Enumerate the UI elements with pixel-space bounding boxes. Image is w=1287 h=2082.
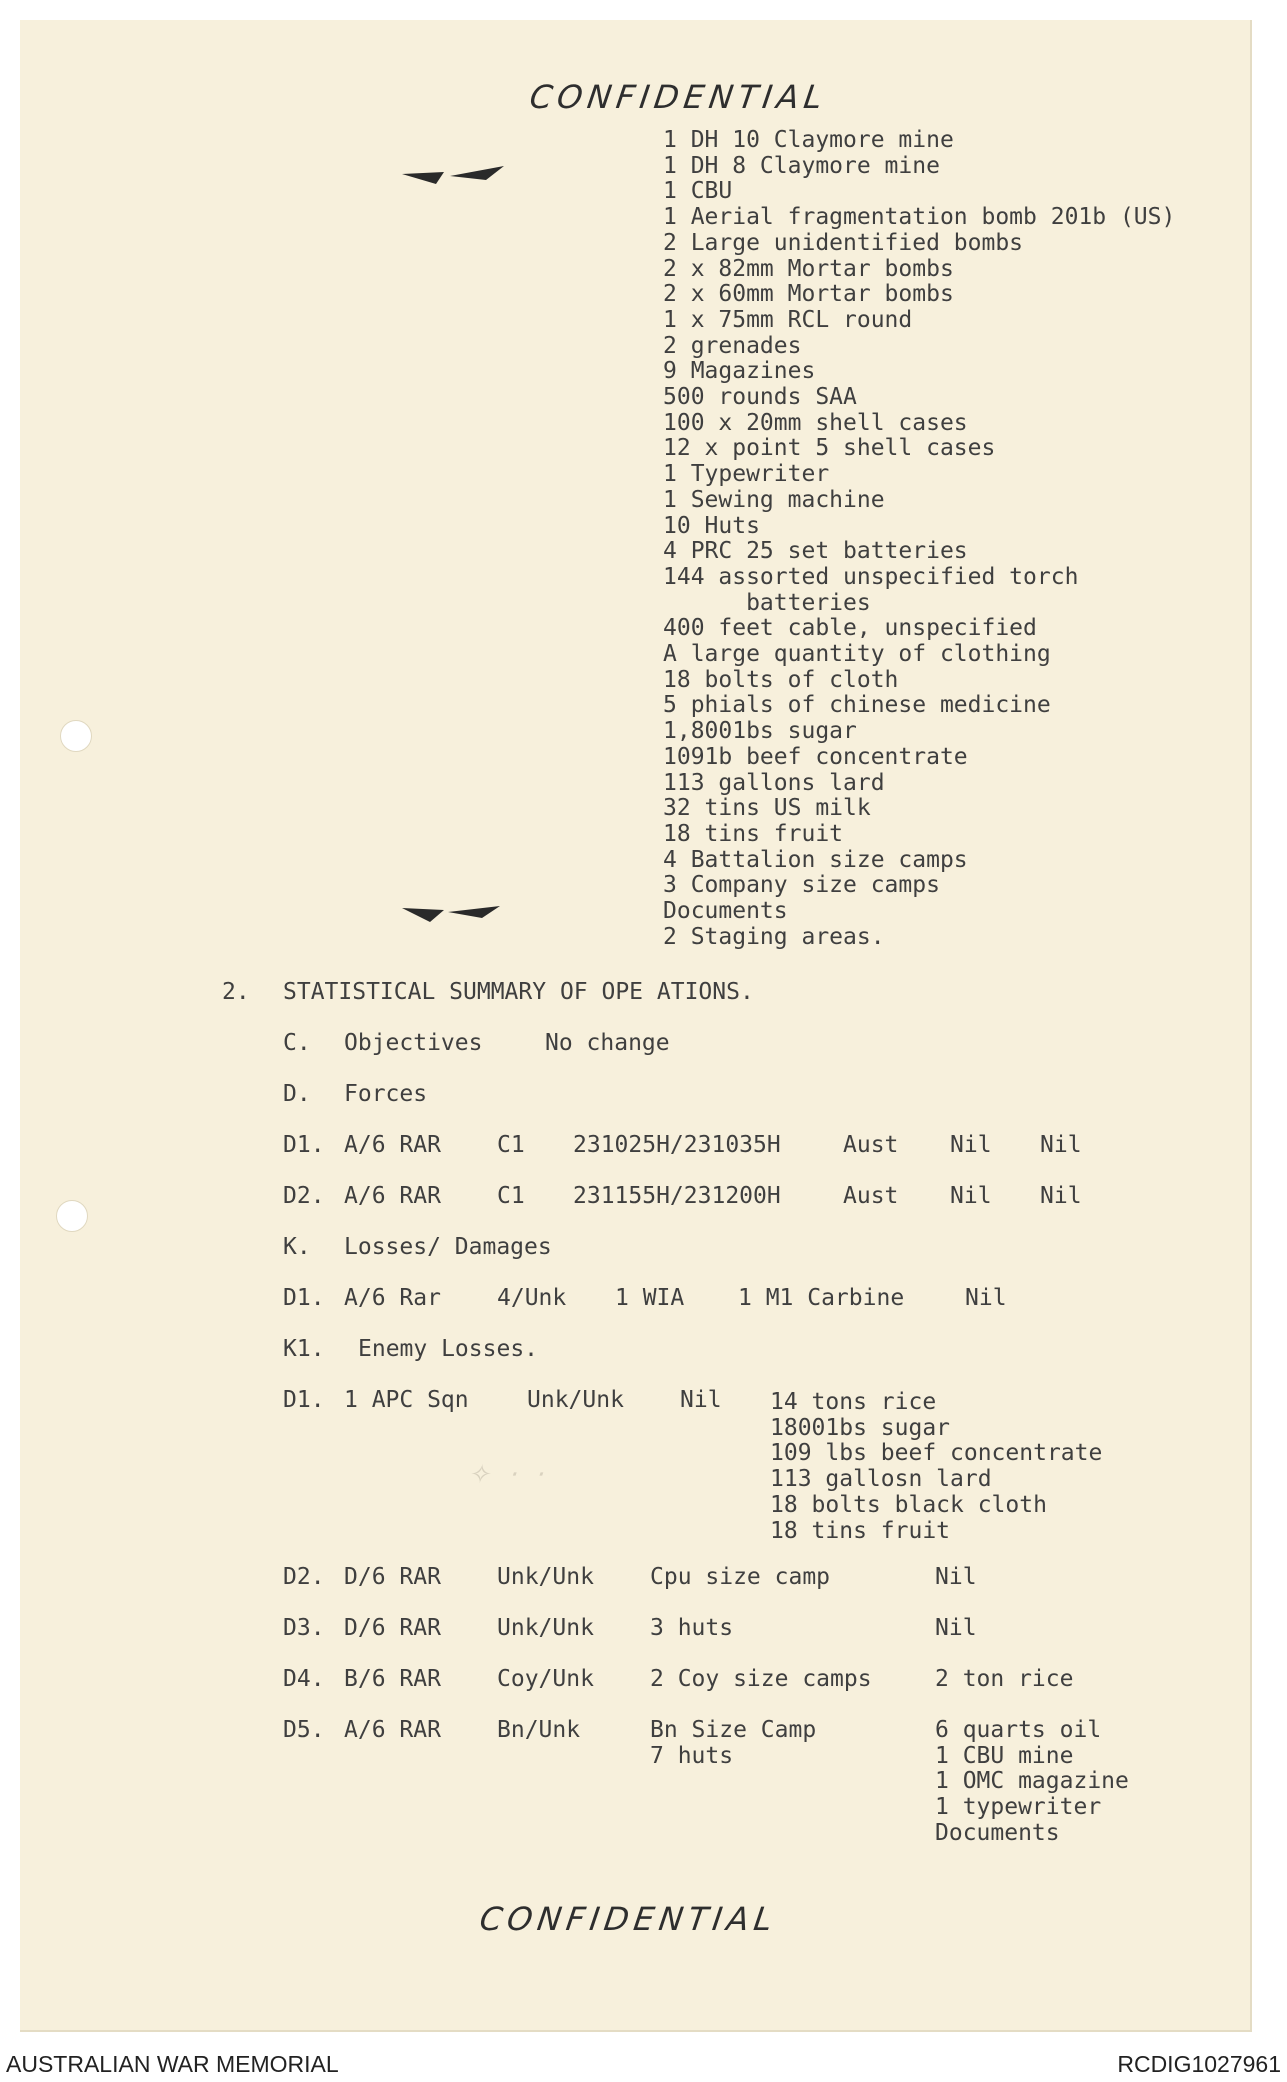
enemy-row-id: D1. [283,1387,325,1413]
enemy-row-description-line: Bn Size Camp [650,1717,817,1743]
confidential-stamp-top: CONFIDENTIAL [527,78,830,116]
forces-row-nationality: Aust [843,1183,899,1209]
enemy-row-description [650,1718,816,1769]
section-heading: STATISTICAL SUMMARY OF OPE ATIONS. [283,979,754,1005]
arrow-mark-upper [400,158,510,192]
forces-title: Forces [344,1081,428,1107]
captured-item: 1091b beef concentrate [663,743,968,770]
captured-item: 1 DH 8 Claymore mine [663,152,940,179]
forces-row-unit: A/6 RAR [344,1183,441,1209]
captured-item: Documents [663,898,788,925]
enemy-row-id: D3. [283,1615,325,1641]
enemy-row-description [650,1565,830,1591]
captured-item: 2 grenades [663,332,802,359]
captured-item: A large quantity of clothing [663,641,1051,668]
losses-row-id: D1. [283,1285,325,1311]
enemy-losses-label: K1. [283,1336,325,1362]
forces-row-id: D2. [283,1183,325,1209]
captured-item: 2 Staging areas. [663,923,885,950]
forces-row-unit: A/6 RAR [344,1132,441,1158]
enemy-item: 18 tins fruit [770,1517,951,1544]
enemy-row-description-line: 3 huts [650,1615,734,1641]
objectives-title: Objectives [344,1030,483,1056]
enemy-row-description-line: 2 Coy size camps [650,1666,872,1692]
captured-item: batteries [663,589,871,616]
enemy-row-result: Nil [680,1387,722,1413]
enemy-item: 14 tons rice [770,1389,937,1415]
captured-item: 1 x 75mm RCL round [663,306,913,333]
enemy-row-unit: D/6 RAR [344,1564,441,1590]
enemy-row-size: Unk/Unk [527,1387,624,1413]
captured-item: 1 CBU [663,178,733,205]
enemy-row-description-line: 7 huts [650,1742,734,1769]
enemy-row-result-line: 6 quarts oil [935,1717,1102,1743]
document-page [20,20,1252,2032]
forces-row-value: Nil [1040,1132,1082,1158]
objectives-value: No change [545,1030,670,1056]
captured-item: 5 phials of chinese medicine [663,692,1051,719]
punch-hole-lower [56,1200,88,1232]
footer-archive-name: AUSTRALIAN WAR MEMORIAL [6,2051,339,2077]
forces-row-time: 231025H/231035H [573,1132,781,1158]
captured-item: 12 x point 5 shell cases [663,435,996,462]
enemy-row-size: Coy/Unk [497,1666,594,1692]
losses-row-result: Nil [965,1285,1007,1311]
confidential-stamp-bottom: CONFIDENTIAL [477,1900,780,1938]
captured-item: 1 Aerial fragmentation bomb 201b (US) [663,204,1176,231]
captured-item: 4 PRC 25 set batteries [663,538,968,565]
losses-row-item: 1 M1 Carbine [738,1285,905,1311]
captured-item: 10 Huts [663,512,760,539]
footer-record-id: RCDIG1027961 [1117,2051,1281,2077]
enemy-row-unit: D/6 RAR [344,1615,441,1641]
enemy-row-result [935,1565,977,1591]
enemy-row-items [770,1390,1102,1544]
enemy-row-id: D4. [283,1666,325,1692]
enemy-row-size: Unk/Unk [497,1615,594,1641]
captured-item: 1 Sewing machine [663,486,885,513]
enemy-row-result-line: 1 OMC magazine [935,1768,1129,1795]
forces-row-code: C1 [497,1132,525,1158]
enemy-row-result [935,1718,1129,1847]
captured-item: 400 feet cable, unspecified [663,615,1037,642]
section-number: 2. [222,979,250,1005]
captured-item: 1 DH 10 Claymore mine [663,127,954,153]
enemy-row-result [935,1616,977,1642]
captured-item: 9 Magazines [663,358,816,385]
enemy-row-result-line: Nil [935,1615,977,1641]
captured-item: 100 x 20mm shell cases [663,409,968,436]
enemy-row-result [935,1667,1073,1693]
captured-item: 500 rounds SAA [663,384,857,411]
enemy-row-description [650,1616,733,1642]
enemy-item: 18 bolts black cloth [770,1491,1047,1518]
captured-item: 2 Large unidentified bombs [663,229,1024,256]
confidential-stamp-faint: ✧ · · [467,1460,552,1490]
captured-item: 18 bolts of cloth [663,666,899,693]
enemy-row-description [650,1667,872,1693]
losses-row-unit: A/6 Rar [344,1285,441,1311]
enemy-item: 18001bs sugar [770,1414,951,1441]
captured-item: 18 tins fruit [663,820,844,847]
captured-item: 144 assorted unspecified torch [663,563,1079,590]
forces-row-time: 231155H/231200H [573,1183,781,1209]
enemy-row-size: Unk/Unk [497,1564,594,1590]
losses-row-size: 4/Unk [497,1285,567,1311]
forces-row-value: Nil [950,1132,992,1158]
enemy-row-description-line: Cpu size camp [650,1564,831,1590]
enemy-row-result-line: 1 typewriter [935,1794,1102,1821]
forces-label: D. [283,1081,311,1107]
objectives-label: C. [283,1030,311,1056]
enemy-row-size: Bn/Unk [497,1717,581,1743]
captured-items-list [663,128,1175,951]
enemy-row-result-line: 2 ton rice [935,1666,1074,1692]
forces-row-value: Nil [1040,1183,1082,1209]
enemy-item: 113 gallosn lard [770,1466,992,1493]
captured-item: 3 Company size camps [663,872,940,899]
enemy-row-result-line: Nil [935,1564,977,1590]
arrow-mark-lower [400,894,510,928]
forces-row-nationality: Aust [843,1132,899,1158]
enemy-losses-title: Enemy Losses. [358,1336,539,1362]
captured-item: 113 gallons lard [663,769,885,796]
enemy-row-unit: B/6 RAR [344,1666,441,1692]
enemy-item: 109 lbs beef concentrate [770,1440,1103,1467]
enemy-row-id: D2. [283,1564,325,1590]
enemy-row-result-line: Documents [935,1819,1060,1846]
losses-label: K. [283,1234,311,1260]
enemy-row-unit: 1 APC Sqn [344,1387,469,1413]
forces-row-value: Nil [950,1183,992,1209]
enemy-row-unit: A/6 RAR [344,1717,441,1743]
captured-item: 1,8001bs sugar [663,718,857,745]
forces-row-id: D1. [283,1132,325,1158]
forces-row-code: C1 [497,1183,525,1209]
captured-item: 2 x 82mm Mortar bombs [663,255,954,282]
losses-row-wia: 1 WIA [615,1285,685,1311]
captured-item: 2 x 60mm Mortar bombs [663,281,954,308]
enemy-row-id: D5. [283,1717,325,1743]
punch-hole-upper [60,720,92,752]
enemy-row-result-line: 1 CBU mine [935,1742,1074,1769]
captured-item: 4 Battalion size camps [663,846,968,873]
captured-item: 1 Typewriter [663,461,830,488]
captured-item: 32 tins US milk [663,795,871,822]
losses-title: Losses/ Damages [344,1234,552,1260]
